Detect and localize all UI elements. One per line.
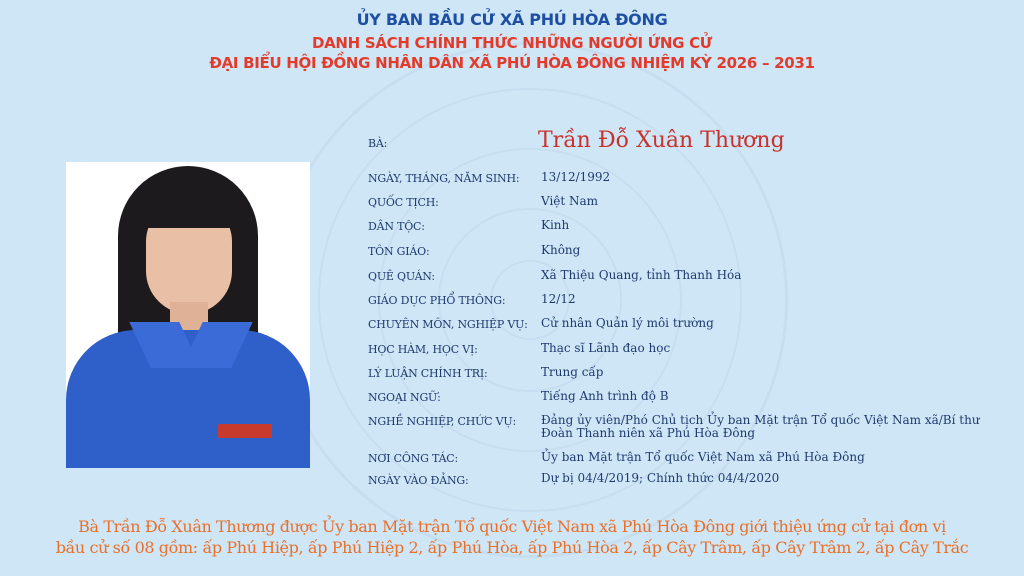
field-label-religion: TÔN GIÁO: <box>368 245 430 258</box>
field-value-foreign-language: Tiếng Anh trình độ B <box>541 389 669 403</box>
photo-bangs <box>142 184 236 228</box>
field-label-hometown: QUÊ QUÁN: <box>368 270 435 283</box>
field-label-party-admission: NGÀY VÀO ĐẢNG: <box>368 474 469 487</box>
council-term-title: ĐẠI BIỂU HỘI ĐỒNG NHÂN DÂN XÃ PHÚ HÒA ĐÔNG NHIỆM KỲ 2026 – 2031 <box>209 54 815 72</box>
field-value-academic-degree: Thạc sĩ Lãnh đạo học <box>541 341 671 355</box>
field-label-nationality: QUỐC TỊCH: <box>368 196 439 209</box>
nomination-note-line2: bầu cử số 08 gồm: ấp Phú Hiệp, ấp Phú Hiệp 2, ấp Phú Hòa, ấp Phú Hòa 2, ấp Cây Trâm, ấp Cây Trâm 2, ấp Cây Trắc <box>55 538 969 557</box>
list-title: DANH SÁCH CHÍNH THỨC NHỮNG NGƯỜI ỨNG CỬ <box>311 34 713 52</box>
title-label: BÀ: <box>368 137 388 150</box>
field-label-specialization: CHUYÊN MÔN, NGHIỆP VỤ: <box>368 318 528 331</box>
field-label-academic-degree: HỌC HÀM, HỌC VỊ: <box>368 343 478 356</box>
field-value-religion: Không <box>541 243 581 257</box>
field-value-nationality: Việt Nam <box>541 194 599 208</box>
candidate-name: Trần Đỗ Xuân Thương <box>538 128 785 153</box>
field-label-occupation-position: NGHỀ NGHIỆP, CHỨC VỤ: <box>368 415 516 428</box>
field-label-political-theory: LÝ LUẬN CHÍNH TRỊ: <box>368 367 488 380</box>
field-label-workplace: NƠI CÔNG TÁC: <box>368 452 459 465</box>
candidate-photo <box>66 162 310 468</box>
field-value-political-theory: Trung cấp <box>541 365 604 379</box>
field-label-ethnicity: DÂN TỘC: <box>368 220 425 233</box>
field-label-foreign-language: NGOẠI NGỮ: <box>368 391 441 404</box>
field-label-birthdate: NGÀY, THÁNG, NĂM SINH: <box>368 172 520 185</box>
field-value-specialization: Cử nhân Quản lý môi trường <box>541 316 714 330</box>
field-value-occupation-position: Đảng ủy viên/Phó Chủ tịch Ủy ban Mặt trận Tổ quốc Việt Nam xã/Bí thư Đoàn Thanh niên xã Phú Hòa Đông <box>541 413 980 440</box>
field-value-hometown: Xã Thiệu Quang, tỉnh Thanh Hóa <box>541 268 742 282</box>
field-value-ethnicity: Kinh <box>541 218 570 232</box>
field-value-general-education: 12/12 <box>541 292 576 306</box>
field-value-birthdate: 13/12/1992 <box>541 170 611 184</box>
field-label-general-education: GIÁO DỤC PHỔ THÔNG: <box>368 294 506 307</box>
committee-title: ỦY BAN BẦU CỬ XÃ PHÚ HÒA ĐÔNG <box>356 10 668 29</box>
field-value-workplace: Ủy ban Mặt trận Tổ quốc Việt Nam xã Phú Hòa Đông <box>541 450 865 464</box>
youth-union-badge <box>218 424 272 438</box>
field-value-party-admission: Dự bị 04/4/2019; Chính thức 04/4/2020 <box>541 471 780 485</box>
nomination-note-line1: Bà Trần Đỗ Xuân Thương được Ủy ban Mặt trận Tổ quốc Việt Nam xã Phú Hòa Đông giới thiệu ứng cử tại đơn vị <box>78 517 946 536</box>
